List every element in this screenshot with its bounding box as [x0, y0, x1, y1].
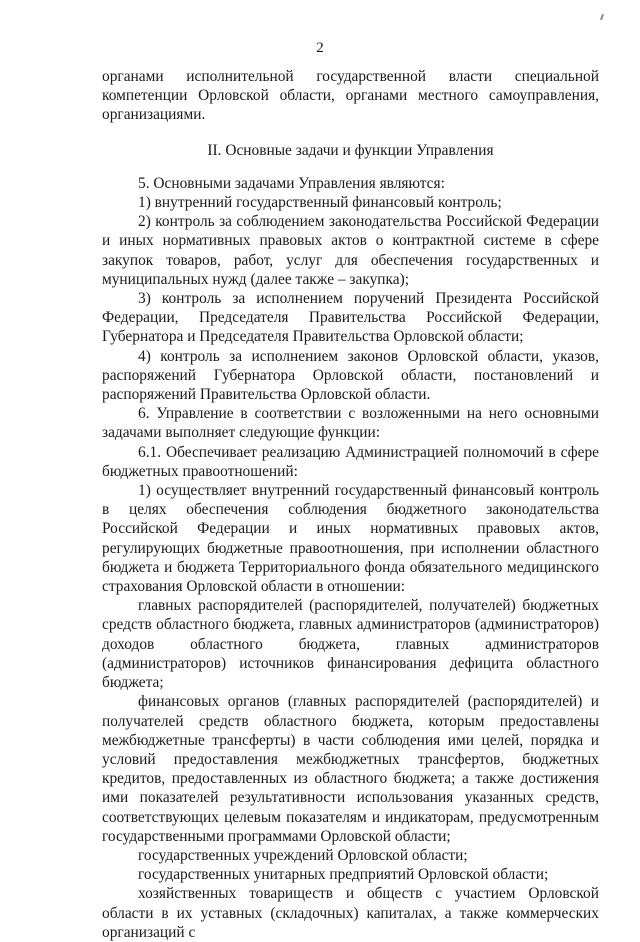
paragraph-function-6-1-1: 1) осуществляет внутренний государственный финансовый контроль в целях обеспечения соблюдения бюджетного законодательства Российской Федерации и иных нормативных правовых актов, регулирующих бюджетные правоотношения, при исполнении областного бюджета и бюджета Территориального фонда обязательного медицинского страхования Орловской области в отношении: — [102, 482, 599, 596]
paragraph-task-4: 4) контроль за исполнением законов Орловской области, указов, распоряжений Губернатора Орловской области, постановлений и распоряжений Правительства Орловской области. — [102, 347, 599, 404]
section-heading: II. Основные задачи и функции Управления — [207, 141, 494, 159]
paragraph-task-1: 1) внутренний государственный финансовый контроль; — [138, 194, 502, 212]
paragraph-list-main-managers: главных распорядителей (распорядителей, получателей) бюджетных средств областного бюджета, главных администраторов (администраторов) доходов областного бюджета, главных администраторов (администраторов) источников финансирования дефицита областного бюджета; — [102, 597, 599, 692]
document-body — [102, 67, 599, 942]
paragraph-list-state-institutions: государственных учреждений Орловской области; — [138, 846, 468, 864]
paragraph-function-6-1: 6.1. Обеспечивает реализацию Администрацией полномочий в сфере бюджетных правоотношений: — [102, 443, 599, 480]
paragraph-list-financial-bodies: финансовых органов (главных распорядителей (распорядителей) и получателей средств областного бюджета, которым предоставлены межбюджетные трансферты) в части соблюдения ими целей, порядка и условий предоставления межбюджетных трансфертов, бюджетных кредитов, предоставленных из областного бюджета; а также достижения ими показателей результативности использования указанных средств, соответствующих целевым показателям и индикаторам, предусмотренным государственными программами Орловской области; — [102, 693, 599, 845]
scan-mark — [600, 14, 604, 20]
paragraph-functions-intro: 6. Управление в соответствии с возложенными на него основными задачами выполняет следующие функции: — [102, 405, 599, 442]
paragraph-list-unitary-enterprises: государственных унитарных предприятий Орловской области; — [138, 866, 549, 884]
paragraph-task-2: 2) контроль за соблюдением законодательства Российской Федерации и иных нормативных правовых актов о контрактной системе в сфере закупок товаров, работ, услуг для обеспечения государственных и муниципальных нужд (далее также – закупка); — [102, 213, 599, 288]
page-number: 2 — [316, 40, 324, 56]
paragraph-intro: органами исполнительной государственной власти специальной компетенции Орловской области, органами местного самоуправления, организациями. — [102, 68, 599, 124]
paragraph-list-partnerships: хозяйственных товариществ и обществ с участием Орловской области в их уставных (складочных) капиталах, а также коммерческих организаций с — [102, 885, 599, 941]
paragraph-tasks-intro: 5. Основными задачами Управления являются: — [138, 174, 445, 192]
paragraph-task-3: 3) контроль за исполнением поручений Президента Российской Федерации, Председателя Правительства Российской Федерации, Губернатора и Председателя Правительства Орловской области; — [102, 290, 599, 346]
